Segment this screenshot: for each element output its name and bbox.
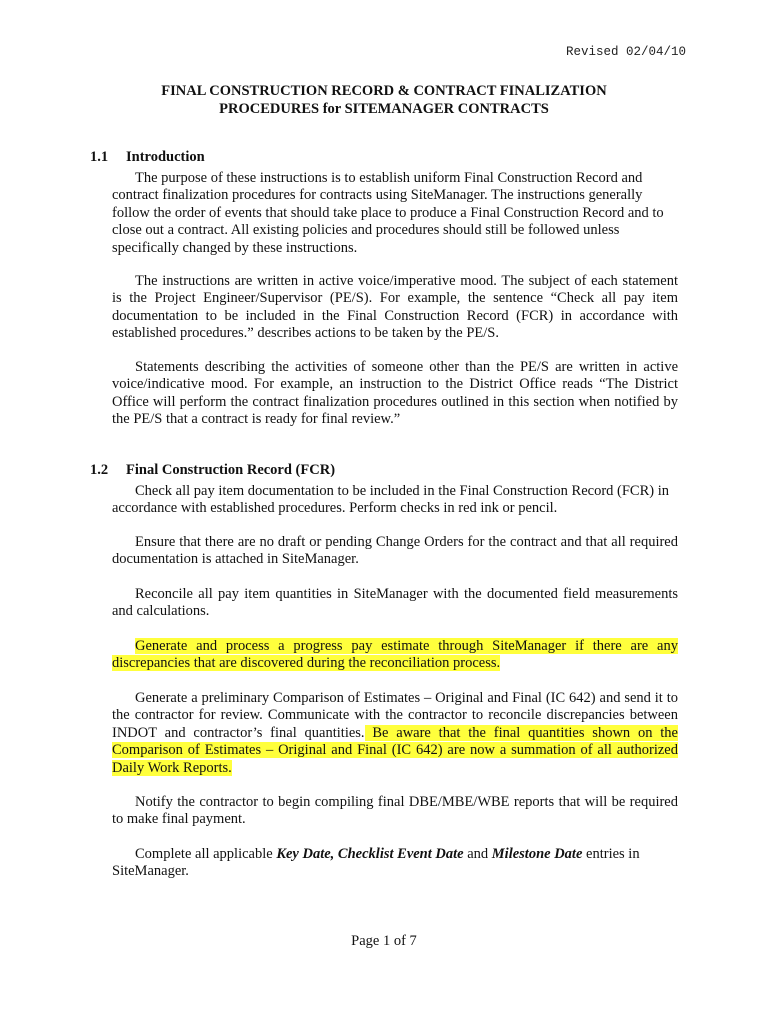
section-title: Final Construction Record (FCR) [126,462,336,478]
section-1-1-heading [90,149,205,166]
plain-text: Complete all applicable [135,846,277,862]
section-number: 1.2 [90,462,109,478]
section-title: Introduction [126,149,205,165]
highlighted-text: Be aware that the final quantities shown on the Comparison of Estimates – Original and Final (IC 642) are now a summation of all authorized Daily Work Reports. [112,724,678,776]
fcr-paragraph-2: Ensure that there are no draft or pending Change Orders for the contract and that all required documentation is attached in SiteManager. [112,534,678,568]
fcr-paragraph-7 [112,846,678,881]
intro-paragraph-3: Statements describing the activities of someone other than the PE/S are written in active voice/indicative mood. For example, an instruction to the District Office reads “The District Office will perform the contract finalization procedures outlined in this section when notified by the PE/S that a contract is ready for final review.” [112,359,678,428]
revision-date: Revised 02/04/10 [565,45,686,59]
intro-paragraph-1: The purpose of these instructions is to establish uniform Final Construction Record and contract finalization procedures for contracts using SiteManager. The instructions generally follow the order of events that should take place to produce a Final Construction Record and to close out a contract. All existing policies and procedures should still be followed unless specifically changed by these instructions. [112,170,664,256]
fcr-paragraph-3: Reconcile all pay item quantities in SiteManager with the documented field measurements and calculations. [112,586,678,620]
section-1-2-heading [90,462,335,479]
title-line-1: FINAL CONSTRUCTION RECORD & CONTRACT FINALIZATION [161,83,607,99]
document-title [0,82,768,118]
key-date-emphasis: Key Date, Checklist Event Date [276,846,464,862]
page-number: Page 1 of 7 [351,933,417,949]
plain-text: and [463,846,492,862]
section-number: 1.1 [90,149,109,165]
intro-paragraph-2: The instructions are written in active voice/imperative mood. The subject of each statement is the Project Engineer/Supervisor (PE/S). For example, the sentence “Check all pay item documentation to be included in the Final Construction Record (FCR) in accordance with established procedures.” describes actions to be taken by the PE/S. [112,273,678,342]
fcr-paragraph-5 [112,690,678,777]
fcr-paragraph-4 [112,638,678,673]
highlighted-text: Generate and process a progress pay estimate through SiteManager if there are any discrepancies that are discovered during the reconciliation process. [112,638,678,672]
plain-text: entries in SiteManager. [112,846,640,880]
fcr-paragraph-6: Notify the contractor to begin compiling final DBE/MBE/WBE reports that will be required to make final payment. [112,794,678,828]
plain-text: Generate a preliminary Comparison of Estimates – Original and Final (IC 642) and send it to the contractor for review. Communicate with the contractor to reconcile discrepancies between INDOT and contractor’s final quantities. [112,690,678,741]
fcr-paragraph-1: Check all pay item documentation to be included in the Final Construction Record (FCR) in accordance with established procedures. Perform checks in red ink or pencil. [112,483,669,517]
milestone-date-emphasis: Milestone Date [491,846,583,862]
title-line-2: PROCEDURES for SITEMANAGER CONTRACTS [219,101,549,117]
